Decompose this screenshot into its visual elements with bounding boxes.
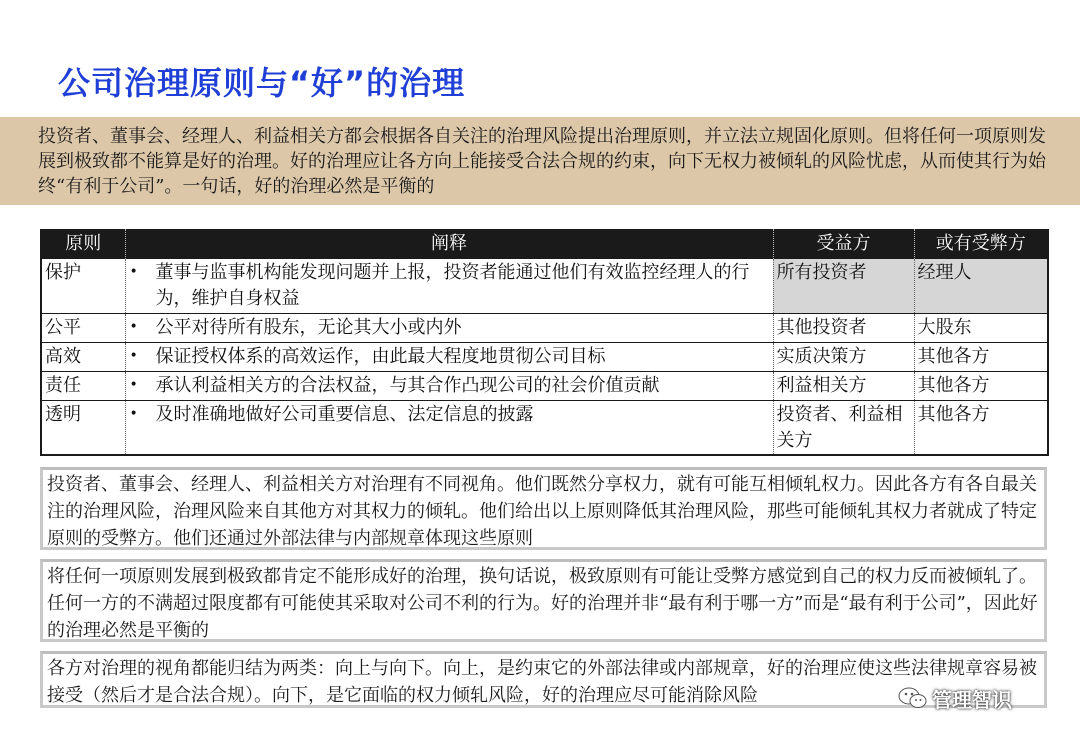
- table-row: [41, 371, 1048, 400]
- principle-cell: 责任: [41, 371, 125, 400]
- direction-note-box: 各方对治理的视角都能归结为两类：向上与向下。向上，是约束它的外部法律或内部规章，好的治理应使这些法律规章容易被接受（然后才是合法合规）。向下，是它面临的权力倾轧风险，好的治理应尽可能消除风险: [40, 651, 1047, 708]
- beneficiary-cell: 利益相关方: [773, 371, 914, 400]
- principle-cell: 透明: [41, 400, 125, 455]
- principles-table: [40, 229, 1049, 456]
- table-row: [41, 313, 1048, 342]
- principle-cell: 保护: [41, 259, 125, 313]
- perspective-note-box: 投资者、董事会、经理人、利益相关方对治理有不同视角。他们既然分享权力，就有可能互相倾轧权力。因此各方有各自最关注的治理风险，治理风险来自其他方对其权力的倾轧。他们给出以上原则降低其治理风险，那些可能倾轧其权力者就成了特定原则的受弊方。他们还通过外部法律与内部规章体现这些原则: [40, 467, 1047, 550]
- disadvantaged-cell: 其他各方: [914, 342, 1048, 371]
- header-explanation: 阐释: [125, 229, 773, 259]
- table-row: [41, 400, 1048, 455]
- disadvantaged-cell: 经理人: [914, 259, 1048, 313]
- beneficiary-cell: 实质决策方: [773, 342, 914, 371]
- explanation-text: 公平对待所有股东，无论其大小或内外: [155, 316, 462, 338]
- table-row: [41, 259, 1048, 313]
- table-row: [41, 342, 1048, 371]
- principle-cell: 高效: [41, 342, 125, 371]
- explanation-cell: [125, 371, 773, 400]
- bullet-icon: •: [129, 264, 138, 280]
- principle-cell: 公平: [41, 313, 125, 342]
- watermark: [898, 681, 1048, 715]
- explanation-cell: [125, 342, 773, 371]
- beneficiary-cell: 投资者、利益相关方: [773, 400, 914, 455]
- explanation-text: 保证授权体系的高效运作，由此最大程度地贯彻公司目标: [155, 345, 606, 367]
- explanation-cell: [125, 400, 773, 455]
- beneficiary-cell: 所有投资者: [773, 259, 914, 313]
- explanation-text: 承认利益相关方的合法权益，与其合作凸现公司的社会价值贡献: [155, 374, 660, 396]
- bullet-icon: •: [129, 376, 138, 393]
- header-beneficiary: 受益方: [773, 229, 914, 259]
- page-title: 公司治理原则与“好”的治理: [58, 64, 466, 102]
- beneficiary-cell: 其他投资者: [773, 313, 914, 342]
- disadvantaged-cell: 大股东: [914, 313, 1048, 342]
- header-disadvantaged: 或有受弊方: [914, 229, 1048, 259]
- bullet-icon: •: [129, 318, 138, 335]
- explanation-text: 及时准确地做好公司重要信息、法定信息的披露: [155, 403, 534, 425]
- explanation-cell: [125, 313, 773, 342]
- bullet-icon: •: [129, 405, 138, 422]
- table-header-row: [41, 229, 1048, 259]
- explanation-cell: [125, 259, 773, 313]
- wechat-icon: [898, 686, 928, 710]
- summary-banner-text: 投资者、董事会、经理人、利益相关方都会根据各自关注的治理风险提出治理原则，并立法立规固化原则。但将任何一项原则发展到极致都不能算是好的治理。好的治理应让各方向上能接受合法合规的约束，向下无权力被倾轧的风险忧虑，从而使其行为始终“有利于公司”。一句话，好的治理必然是平衡的: [38, 126, 1046, 197]
- watermark-text: 管理智识: [932, 687, 1012, 712]
- header-principle: 原则: [41, 229, 125, 259]
- disadvantaged-cell: 其他各方: [914, 371, 1048, 400]
- balance-note-box: 将任何一项原则发展到极致都肯定不能形成好的治理，换句话说，极致原则有可能让受弊方感觉到自己的权力反而被倾轧了。任何一方的不满超过限度都有可能使其采取对公司不利的行为。好的治理并非“最有利于哪一方”而是“最有利于公司”，因此好的治理必然是平衡的: [40, 559, 1047, 642]
- bullet-icon: •: [129, 347, 138, 364]
- disadvantaged-cell: 其他各方: [914, 400, 1048, 455]
- explanation-text: 董事与监事机构能发现问题并上报，投资者能通过他们有效监控经理人的行为，维护自身权益: [155, 262, 750, 309]
